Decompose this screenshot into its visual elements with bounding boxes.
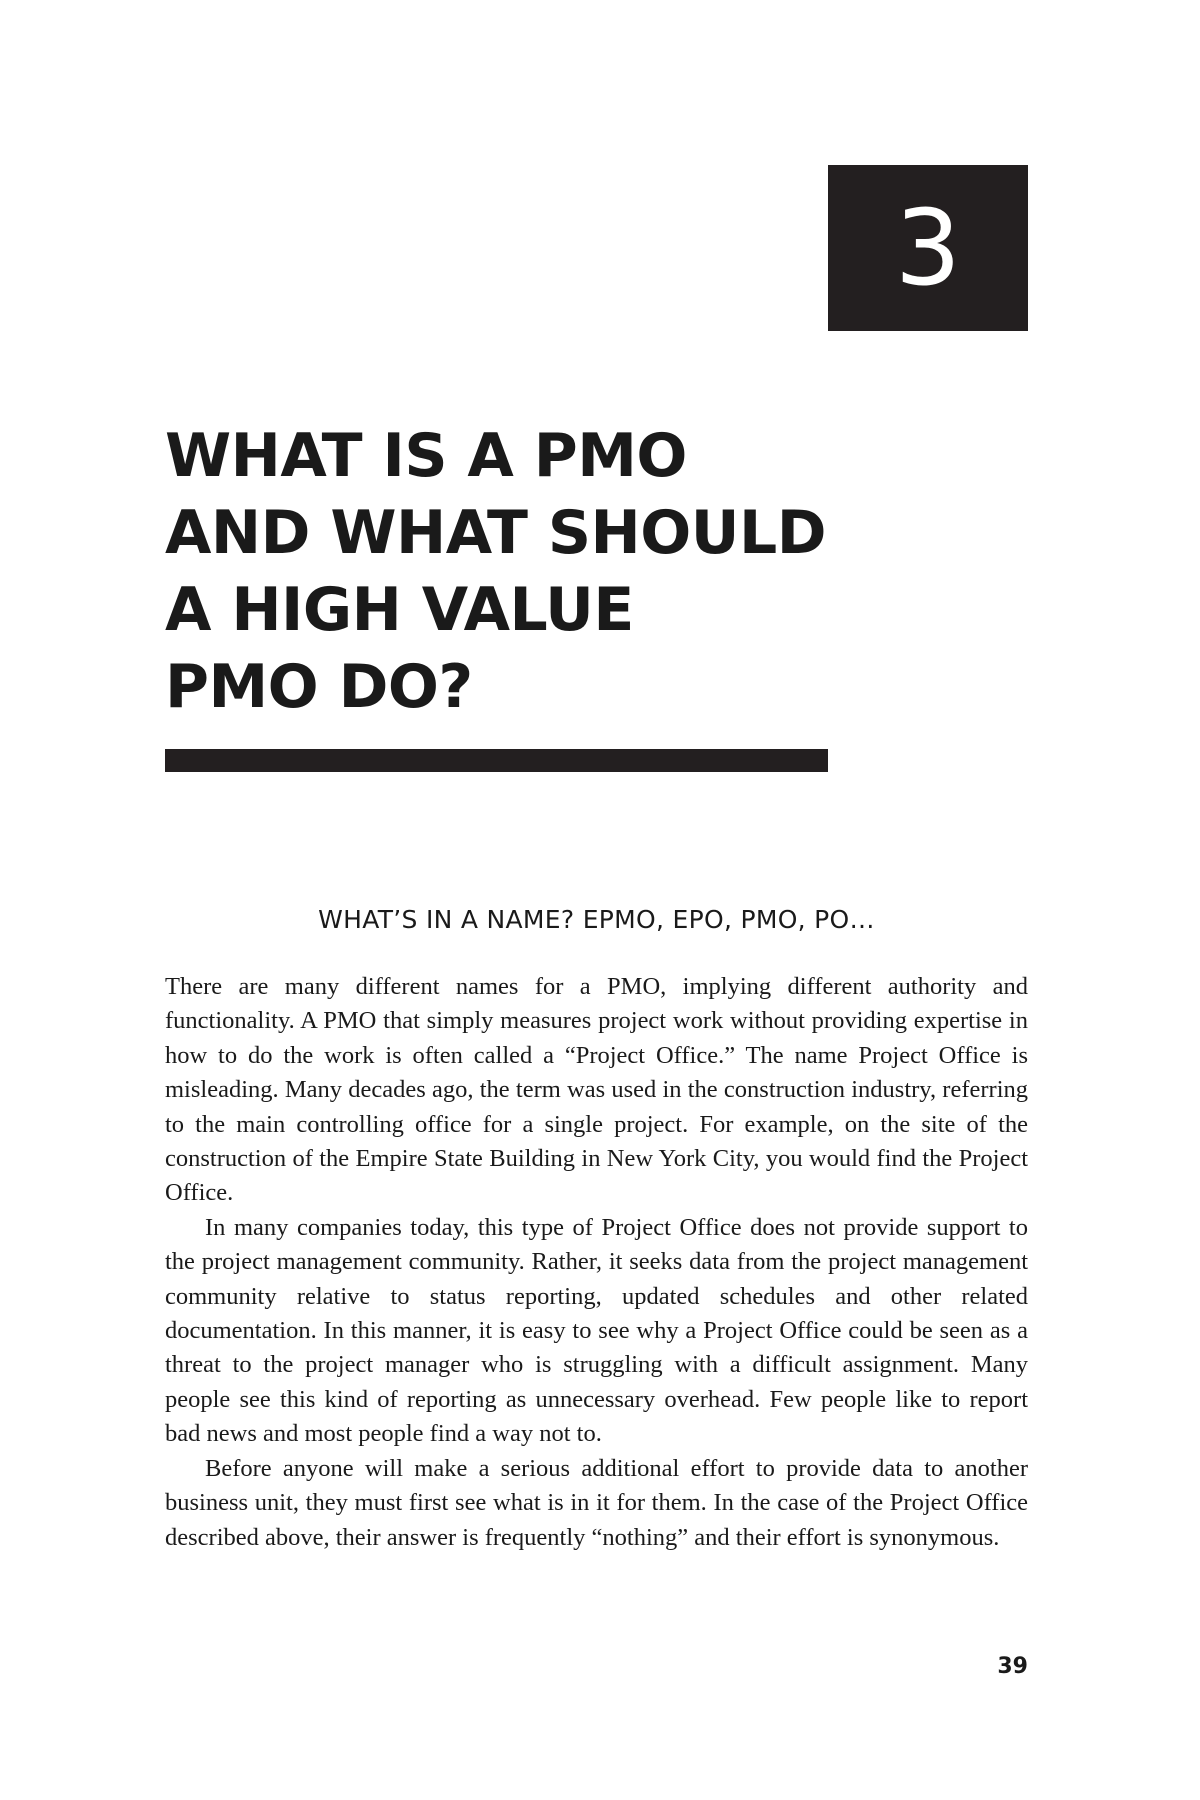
page-number: 39 bbox=[997, 1654, 1028, 1679]
body-paragraph: Before anyone will make a serious additional effort to provide data to another business unit, they must first see what is in it for them. In the case of the Project Office described above, their answer is frequently “nothing” and their effort is synonymous. bbox=[165, 1454, 1028, 1551]
title-divider-rule bbox=[165, 749, 828, 772]
chapter-title bbox=[165, 418, 865, 726]
chapter-title-line: A HIGH VALUE bbox=[165, 575, 634, 645]
body-paragraph: In many companies today, this type of Project Office does not provide support to the project management community. Rather, it seeks data from the project management community relative to status reporting, updated schedules and other related documentation. In this manner, it is easy to see why a Project Office could be seen as a threat to the project manager who is struggling with a difficult assignment. Many people see this kind of reporting as unnecessary overhead. Few people like to report bad news and most people find a way not to. bbox=[165, 1213, 1028, 1448]
body-paragraph: There are many different names for a PMO, implying different authority and functionality. A PMO that simply measures project work without providing expertise in how to do the work is often called a “Project Office.” The name Project Office is misleading. Many decades ago, the term was used in the construction industry, referring to the main controlling office for a single project. For example, on the site of the construction of the Empire State Building in New York City, you would find the Project Office. bbox=[165, 973, 1028, 1207]
chapter-number-box bbox=[828, 165, 1028, 331]
chapter-title-line: PMO DO? bbox=[165, 652, 473, 722]
chapter-number: 3 bbox=[894, 187, 962, 309]
chapter-title-line: AND WHAT SHOULD bbox=[165, 498, 827, 568]
chapter-title-line: WHAT IS A PMO bbox=[165, 421, 687, 491]
body-text bbox=[165, 970, 1028, 1555]
section-heading: WHAT’S IN A NAME? EPMO, EPO, PMO, PO… bbox=[318, 905, 875, 934]
